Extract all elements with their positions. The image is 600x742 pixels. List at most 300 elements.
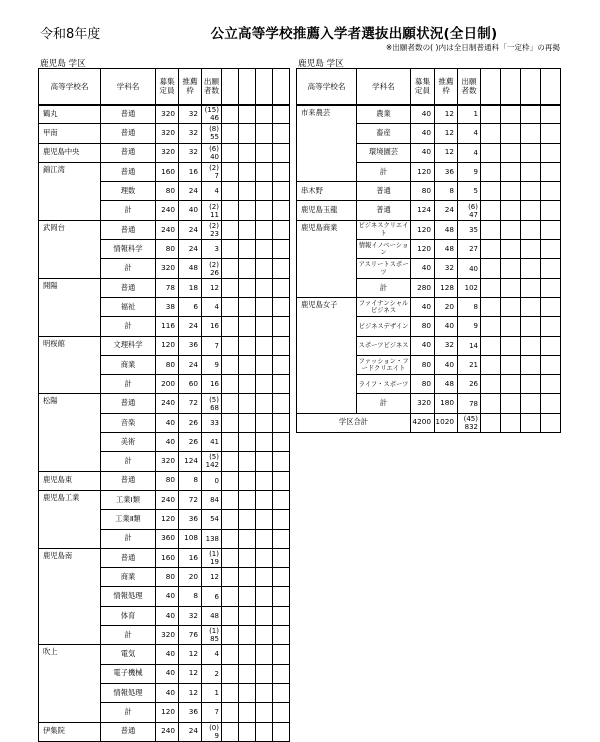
blank-cell [256, 413, 273, 432]
blank-cell [222, 297, 239, 316]
course-name-cell: 福祉 [101, 297, 156, 316]
blank-cell [239, 143, 256, 162]
capacity-cell: 80 [156, 240, 179, 259]
quota-cell: 60 [179, 375, 202, 394]
applicants-count: 14 [469, 341, 478, 350]
applicants-count: 47 [469, 210, 478, 219]
quota-cell: 24 [179, 240, 202, 259]
quota-reserved-count: (6) [209, 144, 219, 153]
blank-cell [256, 510, 273, 529]
applicants-count: 7 [214, 708, 219, 717]
table-row [39, 143, 290, 162]
blank-cell [256, 433, 273, 452]
capacity-cell: 320 [156, 143, 179, 162]
applicants-count: 12 [210, 573, 219, 582]
course-name-cell: 普通 [357, 182, 411, 201]
quota-cell: 8 [179, 587, 202, 606]
blank-cell [256, 297, 273, 316]
blank-cell [256, 124, 273, 143]
quota-cell: 76 [179, 626, 202, 645]
applicants-count: 35 [469, 225, 478, 234]
blank-cell [273, 105, 290, 124]
blank-cell [239, 355, 256, 374]
quota-cell: 36 [179, 703, 202, 722]
course-name-cell: 情報科学 [101, 240, 156, 259]
applicants-cell [202, 722, 222, 741]
blank-cell [222, 240, 239, 259]
applicants-count: 9 [473, 168, 478, 177]
applicants-cell [202, 433, 222, 452]
quota-cell: 48 [435, 375, 458, 394]
quota-reserved-count: (5) [209, 395, 219, 404]
course-name-cell: 計 [357, 278, 411, 297]
capacity-cell: 80 [411, 375, 435, 394]
applicants-column-header-line: 出願 [461, 77, 477, 87]
blank-cell [481, 105, 501, 124]
blank-cell [273, 259, 290, 278]
applicants-cell [202, 143, 222, 162]
quota-cell: 40 [435, 317, 458, 336]
blank-cell [273, 317, 290, 336]
blank-cell [256, 182, 273, 201]
applicants-count: 4 [214, 303, 219, 312]
capacity-cell: 80 [156, 355, 179, 374]
blank-cell [256, 645, 273, 664]
quota-cell: 12 [435, 143, 458, 162]
applicants-cell [202, 201, 222, 220]
capacity-column-header-line: 募集 [414, 77, 431, 87]
course-name-cell: 情報処理 [101, 587, 156, 606]
applicants-cell [202, 375, 222, 394]
course-name-cell: 電気 [101, 645, 156, 664]
blank-cell [481, 355, 501, 374]
blank-cell [222, 606, 239, 625]
applicants-count: 40 [210, 152, 219, 161]
course-name-cell: 普通 [101, 162, 156, 181]
table-row [297, 182, 561, 201]
course-name-cell: 環境園芸 [357, 143, 411, 162]
quota-column-header-line: 枠 [186, 86, 194, 96]
applicants-count: 7 [214, 172, 219, 181]
blank-cell [541, 278, 561, 297]
course-name-cell: 農業 [357, 105, 411, 124]
applicants-count: 138 [205, 534, 219, 543]
blank-cell [239, 394, 256, 413]
applicants-count: 3 [214, 245, 219, 254]
blank-cell [256, 606, 273, 625]
capacity-cell: 40 [411, 105, 435, 124]
blank-cell [521, 297, 541, 316]
school-name-cell: 松陽 [39, 394, 101, 471]
school-name-cell: 鹿児島商業 [297, 220, 357, 297]
blank-cell [541, 143, 561, 162]
capacity-cell: 38 [156, 297, 179, 316]
quota-cell: 6 [179, 297, 202, 316]
course-name-cell: 商業 [101, 568, 156, 587]
table-row [39, 722, 290, 741]
blank-cell [239, 645, 256, 664]
blank-cell [239, 510, 256, 529]
course-column-header: 学科名 [357, 69, 411, 105]
quota-cell: 32 [435, 259, 458, 278]
blank-cell [256, 355, 273, 374]
school-name-cell: 甲南 [39, 124, 101, 143]
applicants-column-header [458, 69, 481, 105]
quota-cell: 26 [179, 433, 202, 452]
quota-cell: 36 [179, 336, 202, 355]
blank-cell [239, 703, 256, 722]
capacity-cell: 40 [411, 124, 435, 143]
applicants-count: 9 [214, 731, 219, 740]
blank-cell [239, 606, 256, 625]
capacity-column-header-line: 募集 [159, 77, 175, 87]
school-name-cell: 明桜館 [39, 336, 101, 394]
course-name-cell: ライフ・スポーツ [357, 375, 411, 394]
blank-cell [273, 355, 290, 374]
applicants-count: 19 [210, 557, 219, 566]
blank-cell [239, 259, 256, 278]
quota-column-header [435, 69, 458, 105]
blank-cell [256, 722, 273, 741]
applicants-column-header-line: 出願 [203, 77, 220, 87]
applicants-count: 46 [210, 114, 219, 123]
quota-cell: 24 [179, 355, 202, 374]
quota-cell: 32 [179, 606, 202, 625]
footnote: ※出願者数の( )内は全日制普通科「一定枠」の再掲 [385, 43, 560, 52]
applicants-cell [202, 683, 222, 702]
blank-column-header [256, 69, 273, 105]
blank-cell [273, 587, 290, 606]
quota-cell: 8 [435, 182, 458, 201]
blank-cell [521, 336, 541, 355]
capacity-column-header-line: 定員 [159, 86, 175, 96]
blank-cell [273, 568, 290, 587]
blank-cell [239, 240, 256, 259]
fiscal-year: 令和8年度 [40, 27, 101, 42]
blank-cell [521, 240, 541, 259]
quota-reserved-count: (2) [209, 260, 219, 269]
table-row [39, 105, 290, 124]
blank-cell [222, 471, 239, 490]
blank-cell [256, 278, 273, 297]
capacity-cell: 320 [156, 105, 179, 124]
applicants-cell [202, 182, 222, 201]
school-name-cell: 伊集院 [39, 722, 101, 741]
applicants-cell [202, 355, 222, 374]
blank-cell [256, 143, 273, 162]
blank-cell [239, 375, 256, 394]
quota-column-header-line: 枠 [442, 86, 450, 96]
quota-cell: 32 [179, 105, 202, 124]
blank-cell [481, 413, 501, 432]
capacity-cell: 40 [411, 143, 435, 162]
school-name-cell: 鹿児島中央 [39, 143, 101, 162]
blank-cell [222, 433, 239, 452]
quota-cell: 32 [179, 124, 202, 143]
blank-cell [541, 124, 561, 143]
table-row [39, 278, 290, 297]
blank-cell [256, 162, 273, 181]
course-name-cell: 美術 [101, 433, 156, 452]
quota-cell: 36 [435, 162, 458, 181]
capacity-cell: 40 [411, 336, 435, 355]
blank-cell [273, 703, 290, 722]
course-name-cell: 普通 [101, 278, 156, 297]
course-name-cell: 情報イノベーション [357, 240, 411, 259]
applicants-count: 55 [210, 133, 219, 142]
quota-cell: 24 [179, 722, 202, 741]
applicants-cell [202, 664, 222, 683]
course-name-cell: 普通 [101, 471, 156, 490]
applicants-cell [202, 336, 222, 355]
blank-cell [273, 664, 290, 683]
applicants-count: 78 [469, 399, 478, 408]
blank-cell [501, 355, 521, 374]
blank-cell [222, 162, 239, 181]
course-name-cell: 工業Ⅰ類 [101, 490, 156, 509]
district-total-row [297, 413, 561, 432]
school-column-header: 高等学校名 [39, 69, 101, 105]
blank-column-header [501, 69, 521, 105]
capacity-cell: 240 [156, 201, 179, 220]
left-applications-table [38, 68, 290, 742]
course-name-cell: 畜産 [357, 124, 411, 143]
blank-cell [222, 220, 239, 239]
applicants-cell [458, 375, 481, 394]
blank-cell [501, 413, 521, 432]
quota-cell: 32 [435, 336, 458, 355]
blank-cell [256, 317, 273, 336]
blank-cell [239, 722, 256, 741]
school-name-cell: 鹿児島玉龍 [297, 201, 357, 220]
applicants-count: 12 [210, 283, 219, 292]
applicants-cell [458, 143, 481, 162]
course-name-cell: 計 [101, 201, 156, 220]
school-name-cell: 鶴丸 [39, 105, 101, 124]
applicants-count: 8 [473, 303, 478, 312]
capacity-cell: 40 [156, 587, 179, 606]
applicants-cell [202, 297, 222, 316]
applicants-cell [458, 105, 481, 124]
applicants-count: 5 [473, 187, 478, 196]
blank-cell [256, 471, 273, 490]
blank-cell [541, 105, 561, 124]
table-row [39, 548, 290, 567]
blank-cell [256, 664, 273, 683]
applicants-cell [202, 703, 222, 722]
school-name-cell: 鹿児島工業 [39, 490, 101, 548]
capacity-cell: 280 [411, 278, 435, 297]
blank-cell [222, 452, 239, 471]
applicants-count: 84 [210, 496, 219, 505]
capacity-cell: 240 [156, 490, 179, 509]
applicants-cell [458, 278, 481, 297]
blank-cell [256, 201, 273, 220]
blank-cell [521, 124, 541, 143]
applicants-cell [458, 394, 481, 413]
blank-cell [481, 124, 501, 143]
applicants-cell [202, 452, 222, 471]
table-row [39, 645, 290, 664]
capacity-column-header-line: 定員 [414, 86, 431, 96]
table-row [39, 471, 290, 490]
total-applicants-count: 832 [464, 422, 478, 431]
table-row [297, 201, 561, 220]
blank-cell [273, 201, 290, 220]
blank-cell [273, 626, 290, 645]
blank-cell [222, 587, 239, 606]
blank-cell [239, 201, 256, 220]
blank-cell [501, 375, 521, 394]
applicants-column-header-line: 者数 [461, 86, 477, 96]
blank-cell [541, 201, 561, 220]
blank-cell [521, 201, 541, 220]
blank-cell [256, 568, 273, 587]
course-name-cell: 計 [357, 162, 411, 181]
quota-cell: 180 [435, 394, 458, 413]
blank-cell [222, 317, 239, 336]
capacity-cell: 160 [156, 548, 179, 567]
capacity-cell: 78 [156, 278, 179, 297]
applicants-cell [202, 568, 222, 587]
applicants-count: 26 [469, 380, 478, 389]
capacity-cell: 120 [156, 510, 179, 529]
quota-reserved-count: (6) [468, 202, 478, 211]
blank-cell [273, 220, 290, 239]
blank-cell [239, 105, 256, 124]
applicants-cell [458, 201, 481, 220]
school-name-cell: 鹿児島女子 [297, 297, 357, 413]
quota-reserved-count: (1) [209, 549, 219, 558]
blank-cell [239, 278, 256, 297]
blank-cell [256, 683, 273, 702]
blank-cell [239, 587, 256, 606]
applicants-count: 4 [473, 129, 478, 138]
blank-cell [273, 162, 290, 181]
blank-cell [256, 548, 273, 567]
blank-cell [222, 201, 239, 220]
course-name-cell: 普通 [101, 394, 156, 413]
blank-cell [501, 259, 521, 278]
blank-cell [501, 124, 521, 143]
blank-cell [541, 336, 561, 355]
blank-cell [222, 490, 239, 509]
blank-cell [481, 162, 501, 181]
applicants-cell [458, 259, 481, 278]
blank-cell [501, 143, 521, 162]
applicants-count: 1 [214, 689, 219, 698]
applicants-count: 142 [205, 461, 219, 470]
course-name-cell: 計 [101, 375, 156, 394]
quota-column-header-line: 推薦 [182, 77, 198, 87]
quota-reserved-count: (5) [209, 453, 219, 462]
table-row [39, 162, 290, 181]
blank-cell [501, 240, 521, 259]
applicants-count: 26 [210, 268, 219, 277]
blank-cell [222, 278, 239, 297]
applicants-cell [202, 548, 222, 567]
blank-cell [256, 626, 273, 645]
blank-cell [273, 722, 290, 741]
capacity-cell: 320 [156, 259, 179, 278]
course-name-cell: 体育 [101, 606, 156, 625]
blank-cell [273, 240, 290, 259]
course-name-cell: 普通 [101, 220, 156, 239]
total-quota-reserved-count: (45) [463, 414, 478, 423]
blank-cell [256, 220, 273, 239]
blank-cell [222, 664, 239, 683]
applicants-count: 68 [210, 403, 219, 412]
applicants-cell [458, 162, 481, 181]
capacity-cell: 240 [156, 394, 179, 413]
capacity-cell: 40 [411, 259, 435, 278]
blank-cell [541, 220, 561, 239]
blank-cell [501, 105, 521, 124]
blank-column-header [541, 69, 561, 105]
blank-cell [481, 297, 501, 316]
blank-cell [521, 220, 541, 239]
blank-cell [501, 182, 521, 201]
school-name-cell: 開陽 [39, 278, 101, 336]
blank-cell [222, 413, 239, 432]
applicants-count: 4 [473, 148, 478, 157]
table-row [39, 124, 290, 143]
blank-cell [239, 471, 256, 490]
applicants-count: 48 [210, 611, 219, 620]
quota-reserved-count: (2) [209, 164, 219, 173]
blank-column-header [239, 69, 256, 105]
applicants-count: 1 [473, 110, 478, 119]
course-name-cell: 商業 [101, 355, 156, 374]
course-name-cell: 普通 [101, 105, 156, 124]
applicants-cell [202, 259, 222, 278]
total-capacity-cell: 4200 [411, 413, 435, 432]
applicants-cell [458, 124, 481, 143]
blank-cell [222, 375, 239, 394]
blank-cell [521, 375, 541, 394]
blank-cell [256, 259, 273, 278]
capacity-cell: 240 [156, 722, 179, 741]
capacity-cell: 160 [156, 162, 179, 181]
blank-cell [501, 220, 521, 239]
course-column-header: 学科名 [101, 69, 156, 105]
header-row [297, 69, 561, 105]
school-name-cell: 錦江湾 [39, 162, 101, 220]
course-name-cell: ビジネスデザイン [357, 317, 411, 336]
capacity-cell: 40 [411, 297, 435, 316]
applicants-cell [458, 355, 481, 374]
quota-reserved-count: (1) [209, 627, 219, 636]
course-name-cell: ファッション・フードクリエイト [357, 355, 411, 374]
blank-cell [273, 683, 290, 702]
blank-cell [541, 240, 561, 259]
applicants-cell [202, 413, 222, 432]
blank-cell [273, 336, 290, 355]
capacity-cell: 120 [411, 162, 435, 181]
blank-cell [256, 394, 273, 413]
applicants-count: 2 [214, 669, 219, 678]
blank-cell [521, 162, 541, 181]
applicants-column-header-line: 者数 [203, 86, 220, 96]
applicants-cell [202, 278, 222, 297]
course-name-cell: 普通 [101, 548, 156, 567]
quota-cell: 18 [179, 278, 202, 297]
quota-cell: 40 [435, 355, 458, 374]
course-name-cell: 普通 [101, 124, 156, 143]
blank-cell [222, 105, 239, 124]
blank-cell [239, 182, 256, 201]
blank-cell [256, 703, 273, 722]
